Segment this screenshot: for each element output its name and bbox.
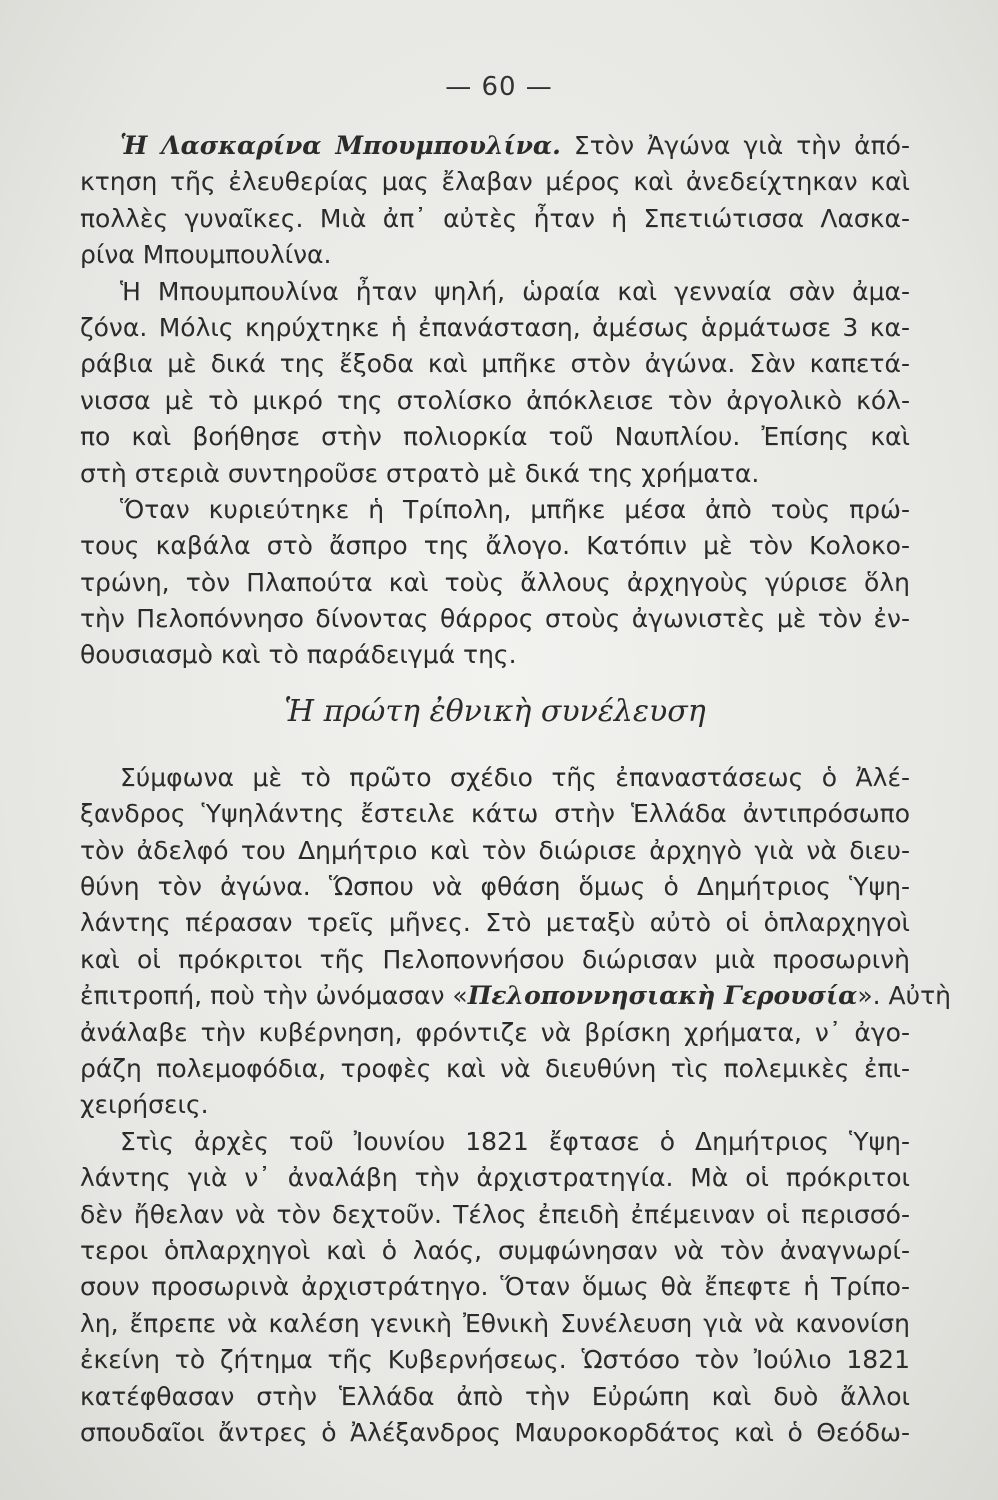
paragraph-line: πο καὶ βοήθησε στὴν πολιορκία τοῦ Ναυπλίου. Ἐπίσης καὶ xyxy=(80,422,910,452)
paragraph-line: τὸν ἀδελφό του Δημήτριο καὶ τὸν διώρισε ἀρχηγὸ γιὰ νὰ διευ- xyxy=(80,835,910,865)
paragraph-line: τρώνη, τὸν Πλαπούτα καὶ τοὺς ἄλλους ἀρχηγοὺς γύρισε ὅλη xyxy=(80,567,910,597)
paragraph-line: θουσιασμὸ καὶ τὸ παράδειγμά της. xyxy=(80,640,517,670)
paragraph-line: Ὅταν κυριεύτηκε ἡ Τρίπολη, μπῆκε μέσα ἀπὸ τοὺς πρώ- xyxy=(120,494,910,524)
paragraph-line: κτηση τῆς ἐλευθερίας μας ἔλαβαν μέρος καὶ ἀνεδείχτηκαν καὶ xyxy=(80,167,910,197)
paragraph-line: στὴ στεριὰ συντηροῦσε στρατὸ μὲ δικά της χρήματα. xyxy=(80,458,760,488)
paragraph-line: σπουδαῖοι ἄντρες ὁ Ἀλέξανδρος Μαυροκορδάτος καὶ ὁ Θεόδω- xyxy=(80,1417,910,1447)
paragraph-line: σουν προσωρινὰ ἀρχιστράτηγο. Ὅταν ὅμως θὰ ἔπεφτε ἡ Τρίπο- xyxy=(80,1272,910,1302)
page-number: — 60 — xyxy=(445,72,553,102)
paragraph-line: ρίνα Μπουμπουλίνα. xyxy=(80,240,332,270)
paragraph-line: Στὶς ἀρχὲς τοῦ Ἰουνίου 1821 ἔφτασε ὁ Δημήτριος Ὑψη- xyxy=(120,1126,910,1156)
paragraph-line: ἀνάλαβε τὴν κυβέρνηση, φρόντιζε νὰ βρίσκη χρήματα, ν᾿ ἀγο- xyxy=(80,1017,910,1047)
paragraph-line: λάντης πέρασαν τρεῖς μῆνες. Στὸ μεταξὺ αὐτὸ οἱ ὁπλαρχηγοὶ xyxy=(80,908,910,938)
paragraph-line: λάντης γιὰ ν᾿ ἀναλάβη τὴν ἀρχιστρατηγία. Μὰ οἱ πρόκριτοι xyxy=(80,1163,910,1193)
paragraph-line: πολλὲς γυναῖκες. Μιὰ ἀπ᾿ αὐτὲς ἦταν ἡ Σπετιώτισσα Λασκα- xyxy=(80,203,910,233)
section-title-bumbulina: Ἡ Λασκαρίνα Μπουμπουλίνα. xyxy=(120,131,561,160)
paragraph-line: ἐπιτροπή, ποὺ τὴν ὠνόμασαν «Πελοποννησιακὴ Γερουσία». Αὐτὴ xyxy=(80,981,951,1011)
paragraph-line: κατέφθασαν στὴν Ἑλλάδα ἀπὸ τὴν Εὐρώπη καὶ δυὸ ἄλλοι xyxy=(80,1381,910,1411)
paragraph-line: ξανδρος Ὑψηλάντης ἔστειλε κάτω στὴν Ἑλλάδα ἀντιπρόσωπο xyxy=(80,799,910,829)
paragraph-line: καὶ οἱ πρόκριτοι τῆς Πελοποννήσου διώρισαν μιὰ προσωρινὴ xyxy=(80,944,910,974)
paragraph-line: ράζη πολεμοφόδια, τροφὲς καὶ νὰ διευθύνη τὶς πολεμικὲς ἐπι- xyxy=(80,1053,910,1083)
paragraph-line: τους καβάλα στὸ ἄσπρο της ἄλογο. Κατόπιν μὲ τὸν Κολοκο- xyxy=(80,531,910,561)
gerousia-term: Πελοποννησιακὴ Γερουσία xyxy=(467,981,858,1011)
paragraph-line: δὲν ἤθελαν νὰ τὸν δεχτοῦν. Τέλος ἐπειδὴ ἐπέμειναν οἱ περισσό- xyxy=(80,1199,910,1229)
paragraph-line: ράβια μὲ δικά της ἔξοδα καὶ μπῆκε στὸν ἀγώνα. Σὰν καπετά- xyxy=(80,349,910,379)
paragraph-line: λη, ἔπρεπε νὰ καλέση γενικὴ Ἐθνικὴ Συνέλευση γιὰ νὰ κανονίση xyxy=(80,1308,910,1338)
paragraph-line: Ἡ Λασκαρίνα Μπουμπουλίνα. Στὸν Ἀγώνα γιὰ τὴν ἀπό- xyxy=(120,131,911,160)
paragraph-line: τεροι ὁπλαρχηγοὶ καὶ ὁ λαός, συμφώνησαν νὰ τὸν ἀναγνωρί- xyxy=(80,1235,910,1265)
paragraph-line: τὴν Πελοπόννησο δίνοντας θάρρος στοὺς ἀγωνιστὲς μὲ τὸν ἐν- xyxy=(80,604,910,634)
paragraph-line: νισσα μὲ τὸ μικρό της στολίσκο ἀπόκλεισε τὸν ἀργολικὸ κόλ- xyxy=(80,385,910,415)
paragraph-line: ζόνα. Μόλις κηρύχτηκε ἡ ἐπανάσταση, ἀμέσως ἁρμάτωσε 3 κα- xyxy=(80,312,910,342)
paragraph-line: ἐκείνη τὸ ζήτημα τῆς Κυβερνήσεως. Ὡστόσο τὸν Ἰούλιο 1821 xyxy=(80,1345,910,1375)
paragraph-line: θύνη τὸν ἀγώνα. Ὥσπου νὰ φθάση ὅμως ὁ Δημήτριος Ὑψη- xyxy=(80,872,910,902)
paragraph-line: Ἡ Μπουμπουλίνα ἦταν ψηλή, ὡραία καὶ γενναία σὰν ἀμα- xyxy=(120,276,910,306)
section-heading: Ἡ πρώτη ἐθνικὴ συνέλευση xyxy=(284,693,706,729)
paragraph-line: χειρήσεις. xyxy=(80,1090,209,1120)
paragraph-line: Σύμφωνα μὲ τὸ πρῶτο σχέδιο τῆς ἐπαναστάσεως ὁ Ἀλέ- xyxy=(120,762,910,792)
page-body xyxy=(80,128,951,1451)
